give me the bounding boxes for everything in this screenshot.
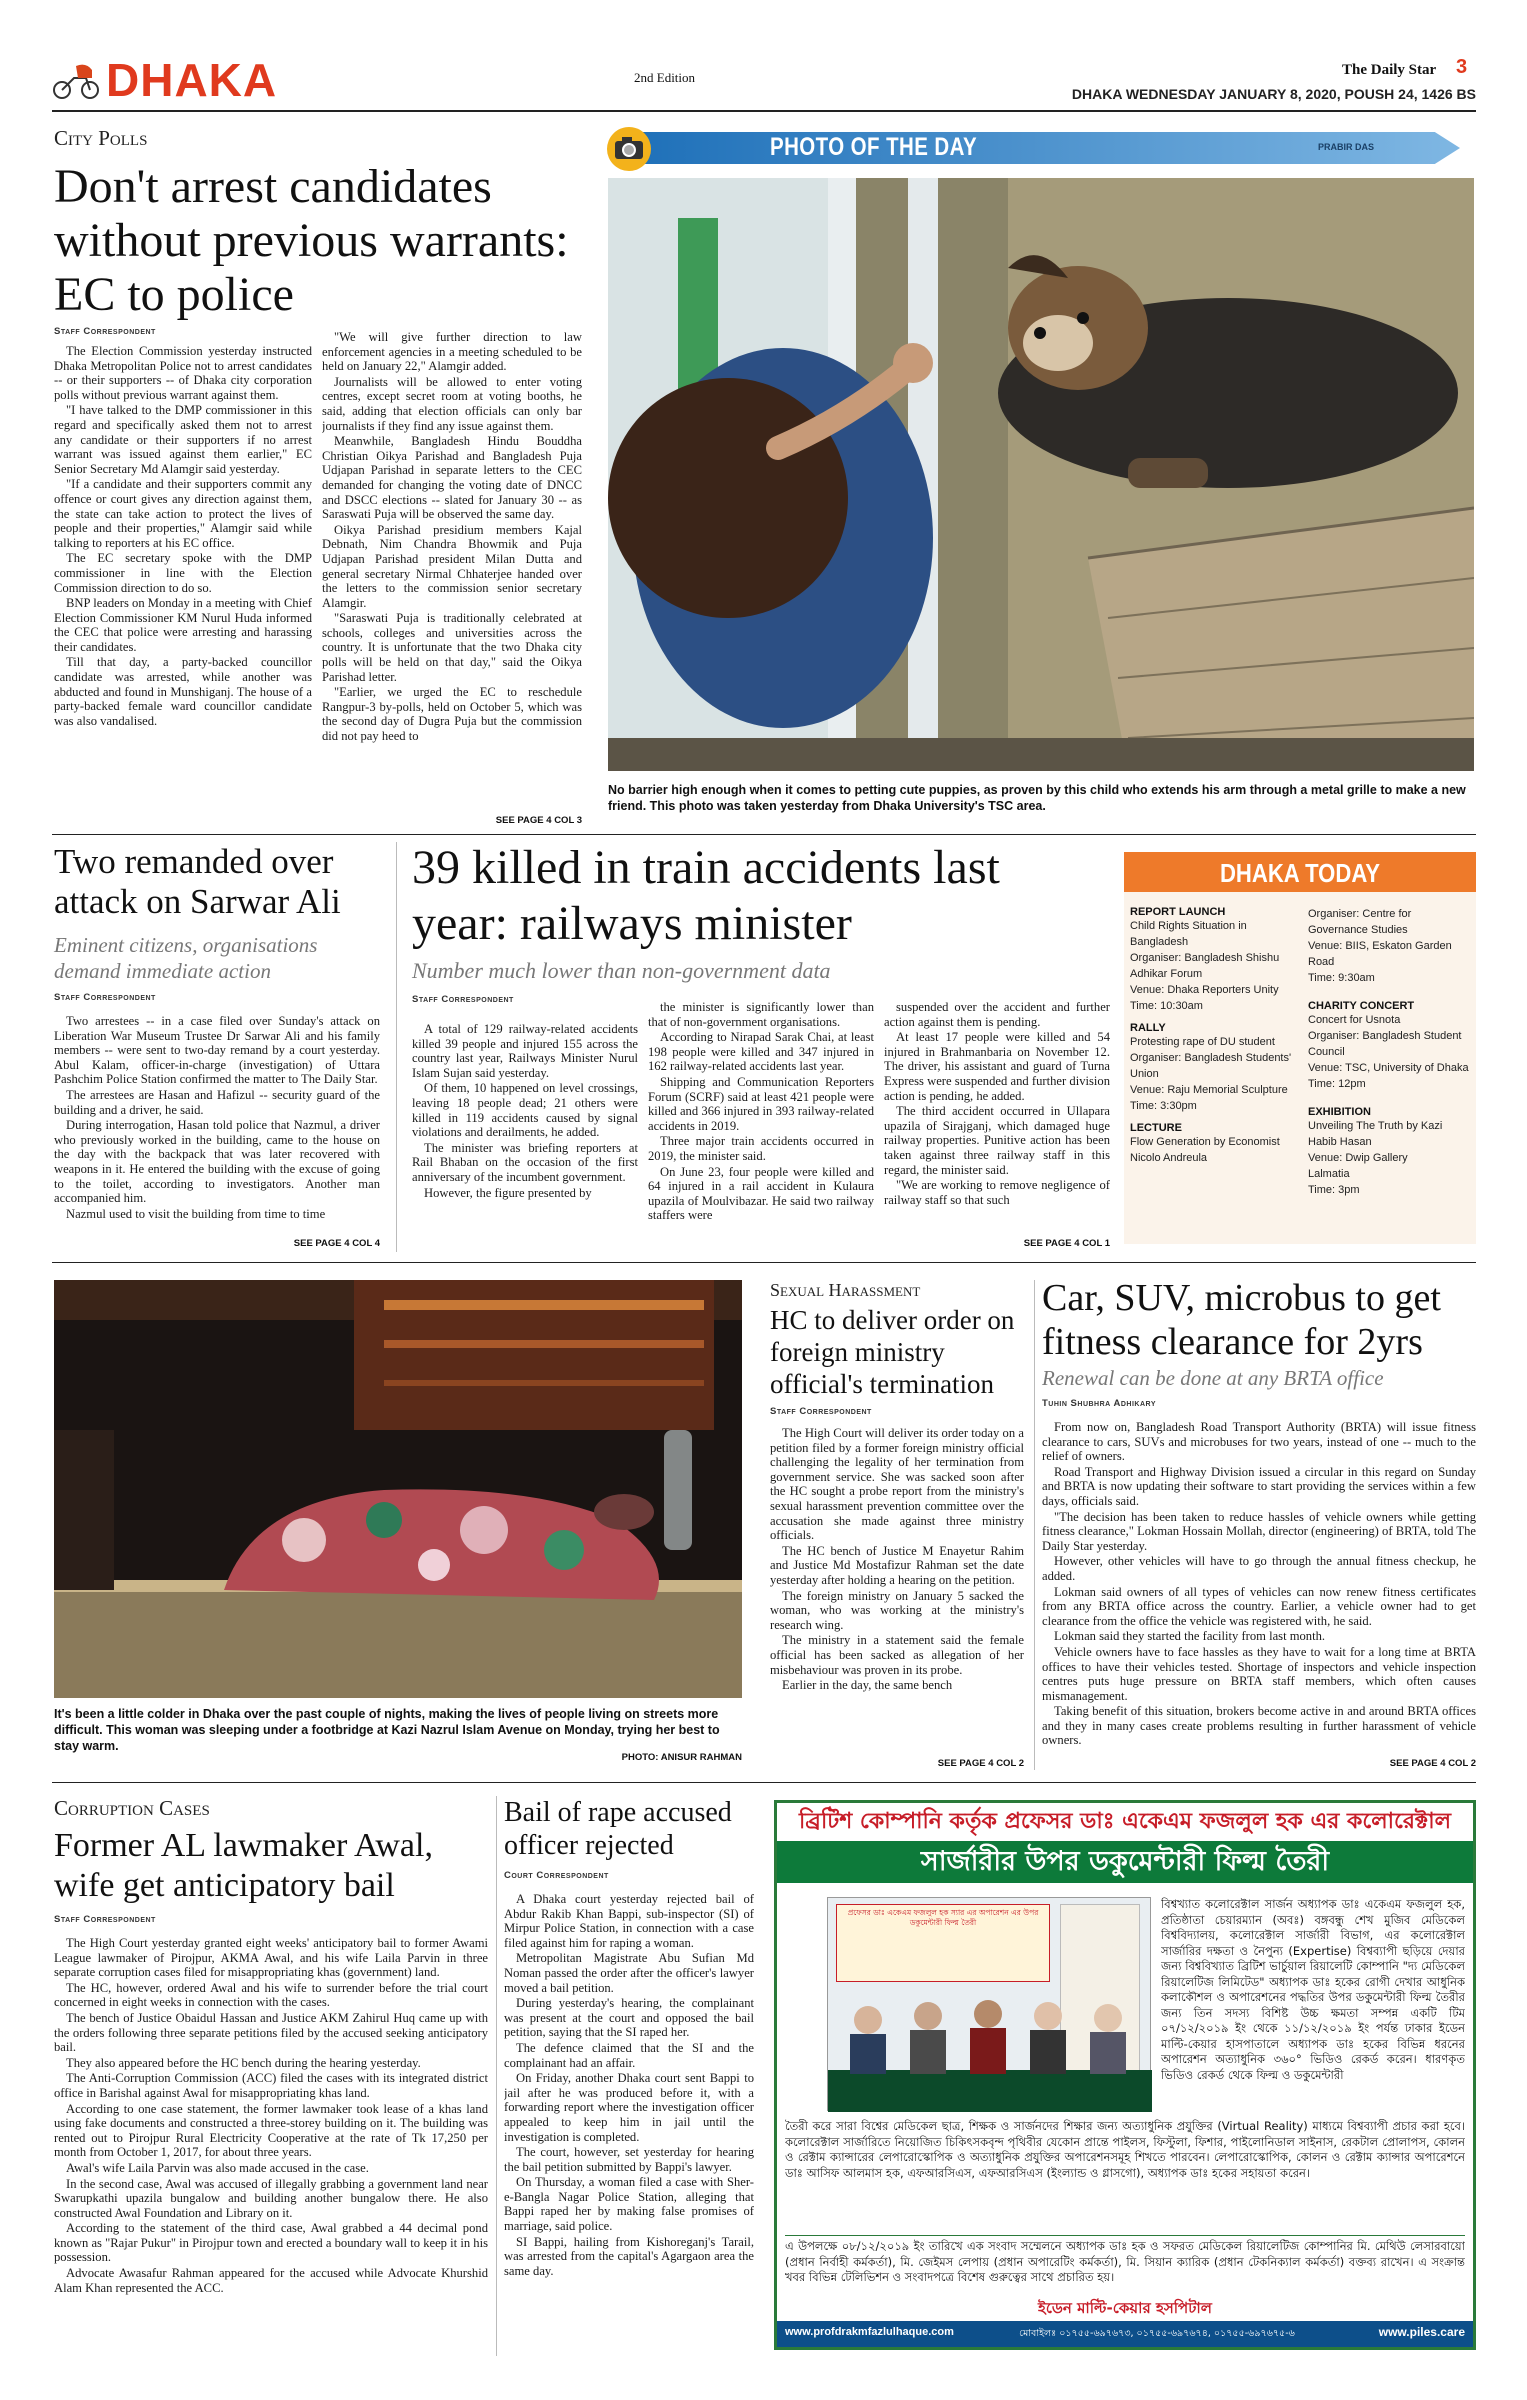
paragraph: the minister is significantly lower than that of non-government organisations. bbox=[648, 1000, 874, 1029]
paragraph: Taking benefit of this situation, brokers become active in and around BRTA offices and they in many cases create problems resulting in further harassment of vehicle owners. bbox=[1042, 1704, 1476, 1748]
photo-child-puppy bbox=[608, 178, 1474, 771]
paragraph: However, other vehicles will have to go through the annual fitness checkup, he added. bbox=[1042, 1554, 1476, 1583]
ad-body-3: এ উপলক্ষে ০৮/১২/২০১৯ ইং তারিখে এক সংবাদ সম্মেলনে অধ্যাপক ডাঃ হক ও সফরত মেডিকেল রিয়ালেটিজ কোম্পানির মি. মেথিউ লেসারবায়ো (প্রধান নির্বাহী কর্মকর্তা), মি. জেইমস লেপায় (প্রধান অপারেটিং কর্মকর্তা), মি. সিয়ান ক্যারিক (প্রধান টেকনিক্যাল কর্মকর্তা) বক্তব্য রাখেন। এ সংক্রান্ত খবর বিভিন্ন টেলিভিশন ও সংবাদপত্রে বিশেষ গুরুত্বের সাথে প্রচারিত হয়। bbox=[785, 2239, 1465, 2284]
dhaka-today-title: DHAKA TODAY bbox=[1219, 858, 1381, 888]
paragraph: A total of 129 railway-related accidents killed 39 people and injured 155 across the country last year, Railways Minister Nurul Islam Sujan said yesterday. bbox=[412, 1022, 638, 1080]
event-line: Time: 10:30am bbox=[1130, 1000, 1203, 1012]
story-bappi-headline: Bail of rape accused officer rejected bbox=[504, 1797, 732, 1861]
paragraph: A Dhaka court yesterday rejected bail of Abdur Rakib Khan Bappi, sub-inspector (SI) of Mirpur Police Station, in connection with a case filed against him for raping a woman. bbox=[504, 1892, 754, 1950]
ad-body-1: বিশ্বখ্যাত কলোরেক্টাল সার্জন অধ্যাপক ডাঃ একেএম ফজলুল হক, প্রতিষ্ঠাতা চেয়ারম্যান (অবঃ) বঙ্গবন্ধু শেখ মুজিব মেডিকেল বিশ্ববিদ্যালয়, কলোরেক্টাল সার্জারী বিভাগ, এর কলোরেক্টাল সার্জারির দক্ষতা ও নৈপুন্য (Expertise) বিশ্বব্যাপী ছড়িয়ে দেয়ার জন্য বিশ্ববিখ্যাত ব্রিটিশ ভার্চুয়াল রিয়ালেটি কোম্পানি "দ্য মেডিকেল রিয়ালেটিজ লিমিটেড" অধ্যাপক ডাঃ হকের রোগী দেখার আধুনিক কলাকৌশল ও অপারেশনের পদ্ধতির উপর ডকুমেন্টারী ফিল্ম তৈরীর জন্য তিন সদস্য বিশিষ্ট উচ্চ ক্ষমতা সম্পন্ন একটি টিম ০৭/১২/২০১৯ ইং থেকে ১১/১২/২০১৯ ইং পর্যন্ত ঢাকার ইডেন মাল্টি-কেয়ার হাসপাতালে অধ্যাপক ডাঃ হকের বিভিন্ন ধরনের অপারেশন অত্যাধুনিক ৩৬০° ভিডিও রেকর্ড করেন। ধারণকৃত ভিডিও রেকর্ড থেকে ফিল্ম ও ডকুমেন্টারী bbox=[1161, 1897, 1465, 2082]
dhaka-today-right bbox=[1308, 898, 1472, 1198]
paragraph: The court, however, set yesterday for hearing the bail petition submitted by Bappi's lawyer. bbox=[504, 2145, 754, 2174]
paragraph: SI Bappi, hailing from Kishoreganj's Tarail, was arrested from the capital's Agargaon area the same day. bbox=[504, 2234, 754, 2278]
photo-cold-caption: It's been a little colder in Dhaka over the past couple of nights, making the lives of people living on streets more difficult. This woman was sleeping under a footbridge at Kazi Nazrul Islam Avenue on Monday, trying her best to stay warm. bbox=[54, 1707, 720, 1753]
edition-label: 2nd Edition bbox=[634, 70, 696, 85]
event-line: Venue: Raju Memorial Sculpture bbox=[1130, 1084, 1288, 1096]
section-rule bbox=[52, 834, 1476, 835]
paragraph: Till that day, a party-backed councillor candidate was arrested, while another was abducted and found in Munshiganj. The house of a party-backed female ward councillor candidate was also vandalised. bbox=[54, 655, 312, 728]
story-hc-jump[interactable]: SEE PAGE 4 COL 2 bbox=[937, 1758, 1024, 1769]
rickshaw-icon bbox=[52, 60, 100, 100]
paragraph: The defence claimed that the SI and the complainant had an affair. bbox=[504, 2040, 754, 2070]
paragraph: In the second case, Awal was accused of illegally grabbing a government land near Swarupkathi upazila bungalow and building another bungalow there. He also constructed Awal Foundation and Library on it. bbox=[54, 2176, 488, 2220]
ad-website-left[interactable]: www.profdrakmfazlulhaque.com bbox=[785, 2326, 954, 2338]
event-line: Unveiling The Truth by Kazi Habib Hasan bbox=[1308, 1120, 1443, 1148]
paragraph: "The decision has been taken to reduce hassles of vehicle owners while getting fitness clearance," Lokman Hossain Mollah, director (engineering) of BRTA, told The Daily Star yesterday. bbox=[1042, 1509, 1476, 1553]
dateline: DHAKA WEDNESDAY JANUARY 8, 2020, POUSH 24, 1426 BS bbox=[1071, 86, 1476, 102]
paragraph: The EC secretary spoke with the DMP commissioner in line with the Election Commission direction to do so. bbox=[54, 551, 312, 595]
ad-press-photo bbox=[827, 1897, 1151, 2111]
paragraph: The High Court yesterday granted eight weeks' anticipatory bail to former Awami League lawmaker of Pirojpur, AKMA Awal, and his wife Laila Parvin in three separate corruption cases filed for misappropriating khas (government) land. bbox=[54, 1936, 488, 1980]
paragraph: Nazmul used to visit the building from time to time bbox=[66, 1206, 326, 1221]
story-ec-jump[interactable]: SEE PAGE 4 COL 3 bbox=[495, 815, 582, 826]
paragraph: Of them, 10 happened on level crossings, leaving 18 people dead; 21 others were killed in 119 accidents caused by signal violations and derailments, he added. bbox=[412, 1081, 638, 1140]
section-rule bbox=[52, 1262, 1476, 1263]
event-line: Organiser: Centre for Governance Studies bbox=[1308, 908, 1412, 936]
paragraph: They also appeared before the HC bench during the hearing yesterday. bbox=[66, 2055, 421, 2070]
paragraph: The foreign ministry on January 5 sacked the woman, who was working at the ministry's research wing. bbox=[770, 1588, 1024, 1632]
paragraph: The HC bench of Justice M Enayetur Rahim and Justice Md Mostafizur Rahman set the date yesterday after holding a hearing on the petition. bbox=[770, 1543, 1024, 1587]
story-sarwar-body bbox=[54, 1014, 380, 1236]
story-brta-byline: Tuhin Shubhra Adhikary bbox=[1042, 1398, 1156, 1409]
paragraph: Earlier in the day, the same bench bbox=[782, 1678, 953, 1693]
paper-name: The Daily Star bbox=[1342, 62, 1437, 78]
paragraph: On Thursday, a woman filed a case with Sher-e-Bangla Nagar Police Station, alleging that Bappi raped her by making false promises of marriage, said police. bbox=[504, 2175, 754, 2234]
event-line: Time: 3pm bbox=[1308, 1184, 1360, 1196]
event-line: Venue: Dhaka Reporters Unity bbox=[1130, 984, 1279, 996]
paragraph: The HC, however, ordered Awal and his wife to surrender before the trial court concerned in eight weeks in connection with the cases. bbox=[54, 1980, 488, 2010]
column-rule bbox=[1034, 1280, 1035, 1770]
paragraph: "We are working to remove negligence of railway staff so that such bbox=[884, 1178, 1110, 1207]
paragraph: BNP leaders on Monday in a meeting with Chief Election Commissioner KM Nurul Huda informed the CEC that police were arresting and harassing their candidates. bbox=[54, 596, 312, 654]
event-heading: RALLY bbox=[1130, 1022, 1166, 1034]
story-train-sub: Number much lower than non-government data bbox=[412, 958, 831, 983]
section-title: DHAKA bbox=[106, 54, 278, 106]
story-sarwar-byline: Staff Correspondent bbox=[54, 992, 156, 1003]
event-line: Venue: Dwip Gallery bbox=[1308, 1152, 1408, 1164]
paragraph: The High Court will deliver its order today on a petition filed by a former foreign ministry official challenging the legality of her termination from government service. She was sacked soon after the HC sought a probe report from the ministry's sexual harassment prevention committee over the accusation she made against three ministry officials. bbox=[770, 1426, 1024, 1543]
paragraph: According to Nirapad Sarak Chai, at least 198 people were killed and 347 injured in 162 railway-related accidents last year. bbox=[648, 1030, 874, 1074]
story-brta-jump[interactable]: SEE PAGE 4 COL 2 bbox=[1389, 1758, 1476, 1769]
event-line: Time: 3:30pm bbox=[1130, 1100, 1197, 1112]
story-awal-kicker: Corruption Cases bbox=[54, 1796, 210, 1820]
story-ec-col2 bbox=[322, 330, 582, 816]
event-heading: REPORT LAUNCH bbox=[1130, 906, 1226, 918]
paragraph: Awal's wife Laila Parvin was also made accused in the case. bbox=[66, 2160, 369, 2175]
paragraph: During yesterday's hearing, the complainant was present at the court and opposed the bail petition, saying that the SI raped her. bbox=[504, 1996, 754, 2040]
paragraph: "Saraswati Puja is traditionally celebrated at schools, colleges and universities across the country. It is unfortunate that the two Dhaka city polls will be held on that day," said the Oikya Parishad letter. bbox=[322, 611, 582, 684]
paragraph: The Anti-Corruption Commission (ACC) filed the cases with its integrated district office in Barishal against Awal for misappropriating khas land. bbox=[54, 2071, 488, 2100]
paragraph: Oikya Parishad presidium members Kajal Debnath, Nim Chandra Bhowmik and Puja Udjapan Parishad president Milan Dutta and general secretary Nirmal Chhaterjee handed over the letters to the commission senior secretary Alamgir. bbox=[322, 522, 582, 610]
event-line: Lalmatia bbox=[1308, 1168, 1350, 1180]
story-bappi-body bbox=[504, 1892, 754, 2354]
story-awal-body bbox=[54, 1936, 488, 2354]
story-ec-byline: Staff Correspondent bbox=[54, 326, 156, 337]
masthead bbox=[52, 56, 1476, 108]
paragraph: Advocate Awasafur Rahman appeared for the accused while Advocate Khurshid Alam Khan represented the ACC. bbox=[54, 2266, 488, 2295]
paragraph: On Friday, another Dhaka court sent Bappi to jail after he was produced before it, with a forwarding report where the investigation officer appealed to keep him in jail until the investigation is completed. bbox=[504, 2071, 754, 2144]
dhaka-today-box bbox=[1124, 852, 1476, 1244]
paragraph: According to the statement of the third case, Awal grabbed a 44 decimal pond known as "Rajar Pukur" in Pirojpur town and erected a boundary wall to keep it in his possession. bbox=[54, 2221, 488, 2265]
story-ec-col1 bbox=[54, 344, 312, 824]
story-train-col1 bbox=[412, 1022, 638, 1252]
paragraph: The Election Commission yesterday instructed Dhaka Metropolitan Police not to arrest candidates -- or their supporters -- of Dhaka city corporation polls without previous warrant against them. bbox=[54, 344, 312, 402]
event-heading: LECTURE bbox=[1130, 1122, 1182, 1134]
event-line: Child Rights Situation in Bangladesh bbox=[1130, 920, 1247, 948]
paragraph: Meanwhile, Bangladesh Hindu Bouddha Christian Oikya Parishad and Bangladesh Puja Udjapan Parishad in separate letters to the CEC demanded for changing the voting date of DNCC and DSCC elections -- slated for January 30 -- as Saraswati Puja will be observed the same day. bbox=[322, 434, 582, 522]
story-hc-byline: Staff Correspondent bbox=[770, 1406, 872, 1417]
ad-body-2: তৈরী করে সারা বিশ্বের মেডিকেল ছাত্র, শিক্ষক ও সার্জনদের শিক্ষার জন্য অত্যাধুনিক প্রযুক্তির (Virtual Reality) মাধ্যমে বিশ্বব্যাপী প্রচার করা হবে। কলোরেক্টাল সার্জারিতে নিয়োজিত চিকিৎসকবৃন্দ পৃথিবীর যেকোন প্রান্তে পাইলস, ফিস্টুলা, ফিশার, পাইলোনিডাল সাইনাস, রেকটাল প্রোলাপস, কোলন ও রেক্টাম ক্যান্সারের লেপারোস্কোপিক ও অত্যাধুনিক প্রযুক্তির অপারেশনসমূহ শিখতে পারবেন। লেপারোস্কোপিক, কোলন ও রেক্টাম ক্যান্সার অপারেশনে ডাঃ আসিফ আলমাস হক, এফআরসিএস, এফআরসিএস (ইংল্যান্ড ও গ্লাসগো), অধ্যাপক ডাঃ হকের সহায়তা করেন। bbox=[785, 2119, 1465, 2180]
event-line: Time: 9:30am bbox=[1308, 972, 1375, 984]
paragraph: Road Transport and Highway Division issued a circular in this regard on Sunday and BRTA is now updating their software to start providing the services within a few days, officials said. bbox=[1042, 1464, 1476, 1508]
ad-phone: মোবাইলঃ ০১৭৫৫-৬৯৭৬৭৩, ০১৭৫৫-৬৯৭৬৭৪, ০১৭৫৫-৬৯৭৬৭৫-৬ bbox=[1019, 2328, 1295, 2339]
paragraph: "We will give further direction to law enforcement agencies in a meeting scheduled to be held on January 22," Alamgir added. bbox=[322, 330, 582, 374]
column-rule bbox=[396, 842, 397, 1252]
event-line: Concert for Usnota bbox=[1308, 1014, 1401, 1026]
event-line: Venue: BIIS, Eskaton Garden Road bbox=[1308, 940, 1452, 968]
event-heading: CHARITY CONCERT bbox=[1308, 1000, 1415, 1012]
paragraph: The arrestees are Hasan and Hafizul -- security guard of the building and a driver, he said. bbox=[54, 1087, 380, 1117]
paragraph: According to one case statement, the former lawmaker took lease of a khas land using fake documents and constructed a three-storey building on it. The building was rented out to Pirojpur Rural Electricity Cooperative at the rate of Tk 17,250 per month from October 1, 2017, for about three years. bbox=[54, 2101, 488, 2160]
ad-headline-1: ব্রিটিশ কোম্পানি কর্তৃক প্রফেসর ডাঃ একেএম ফজলুল হক এর কলোরেক্টাল bbox=[799, 1809, 1451, 1834]
paragraph: suspended over the accident and further action against them is pending. bbox=[884, 1000, 1110, 1029]
ad-website-right[interactable]: www.piles.care bbox=[1378, 2325, 1465, 2339]
paragraph: From now on, Bangladesh Road Transport Authority (BRTA) will issue fitness clearance to cars, SUVs and microbuses for two years, instead of one -- much to the relief of owners. bbox=[1042, 1420, 1476, 1464]
camera-icon bbox=[598, 126, 660, 172]
paragraph: However, the figure presented by bbox=[424, 1185, 592, 1200]
event-line: Organiser: Bangladesh Student Council bbox=[1308, 1030, 1462, 1058]
story-brta-body bbox=[1042, 1420, 1476, 1756]
photo-credit: PRABIR DAS bbox=[1318, 142, 1375, 152]
story-sarwar-headline: Two remanded over attack on Sarwar Ali bbox=[54, 842, 341, 921]
paragraph: "Earlier, we urged the EC to reschedule Rangpur-3 by-polls, held on October 5, which was the second day of Dugra Puja but the commission did not pay heed to bbox=[322, 685, 582, 744]
story-ec-kicker: City Polls bbox=[54, 126, 148, 150]
ad-banner-text: প্রফেসর ডাঃ একেএম ফজলুল হক স্যার এর অপারেশন এর উপর ডকুমেন্টারী ফিল্ম তৈরী bbox=[847, 1908, 1039, 1927]
story-train-byline: Staff Correspondent bbox=[412, 994, 514, 1005]
paragraph: The minister was briefing reporters at Rail Bhaban on the occasion of the first anniversary of the incumbent government. bbox=[412, 1140, 638, 1184]
paragraph: During interrogation, Hasan told police that Nazmul, a driver who previously worked in the building, came to the house on the day with the backpack that was later recovered with weapons in it. He entered the building with the excuse of going to the toilet, according to investigators. Another man accompanied him. bbox=[54, 1118, 380, 1206]
ad-headline-2: সার্জারীর উপর ডকুমেন্টারী ফিল্ম তৈরী bbox=[920, 1846, 1330, 1877]
story-train-headline: 39 killed in train accidents last year: railways minister bbox=[412, 841, 1000, 950]
paragraph: On June 23, four people were killed and 64 injured in a rail accident in Kulaura upazila of Moulvibazar. He said two railway staffers were bbox=[648, 1164, 874, 1223]
story-sarwar-sub: Eminent citizens, organisations demand immediate action bbox=[54, 933, 318, 983]
paragraph: Shipping and Communication Reporters Forum (SCRF) said at least 421 people were killed and 366 injured in 393 railway-related accidents in 2019. bbox=[648, 1074, 874, 1133]
story-hc-headline: HC to deliver order on foreign ministry official's termination bbox=[770, 1305, 1015, 1399]
story-ec-headline: Don't arrest candidates without previous warrants: EC to police bbox=[54, 160, 569, 321]
paragraph: The third accident occurred in Ullapara upazila of Sirajganj, which damaged huge railway properties. Punitive action has been taken against three railway staff in this regard, the minister said. bbox=[884, 1104, 1110, 1177]
event-line: Venue: TSC, University of Dhaka bbox=[1308, 1062, 1469, 1074]
paragraph: Metropolitan Magistrate Abu Sufian Md Noman passed the order after the officer's lawyer moved a bail petition. bbox=[504, 1951, 754, 1995]
banner-title: PHOTO OF THE DAY bbox=[770, 133, 978, 161]
photo-of-day-caption: No barrier high enough when it comes to petting cute puppies, as proven by this child who extends his arm through a metal grille to make a new friend. This photo was taken yesterday from Dhaka University's TSC area. bbox=[608, 783, 1466, 813]
ad-panel-people bbox=[828, 1990, 1152, 2112]
paragraph: Three major train accidents occurred in 2019, the minister said. bbox=[648, 1134, 874, 1163]
story-train-col2 bbox=[648, 1000, 874, 1252]
paragraph: Vehicle owners have to face hassles as they have to wait for a long time at BRTA offices to have their vehicles tested. Shortage of inspectors and vehicle inspection centres puts huge pressure on BRTA staff members, which often causes mismanagement. bbox=[1042, 1644, 1476, 1703]
paragraph: Two arrestees -- in a case filed over Sunday's attack on Liberation War Museum Trustee Dr Sarwar Ali and his family members -- were sent to two-day remand by a court yesterday. Abul Kalam, officer-in-charge (investigation) of Uttara Pashchim Police Station confirmed the matter to The Daily Star. bbox=[54, 1014, 380, 1087]
event-line: Time: 12pm bbox=[1308, 1078, 1366, 1090]
event-line: Organiser: Bangladesh Students' Union bbox=[1130, 1052, 1292, 1080]
paragraph: The ministry in a statement said the female official has been sacked as allegation of her misbehaviour was proven in its probe. bbox=[770, 1633, 1024, 1677]
paragraph: Lokman said they started the facility from last month. bbox=[1054, 1629, 1326, 1644]
paragraph: "If a candidate and their supporters commit any offence or court gives any direction against them, the state can take action to protect the lives of people and their properties," Alamgir said while talking to reporters at his EC office. bbox=[54, 477, 312, 550]
paragraph: The bench of Justice Obaidul Hassan and Justice AKM Zahirul Huq came up with the orders following three separate petitions filed by the accused seeking anticipatory bail. bbox=[54, 2010, 488, 2055]
story-hc-kicker: Sexual Harassment bbox=[770, 1280, 921, 1300]
story-train-jump[interactable]: SEE PAGE 4 COL 1 bbox=[1023, 1238, 1110, 1249]
dhaka-today-left bbox=[1130, 898, 1302, 1166]
story-awal-byline: Staff Correspondent bbox=[54, 1914, 156, 1925]
column-rule bbox=[496, 1796, 497, 2356]
photo-cold-credit: PHOTO: ANISUR RAHMAN bbox=[621, 1752, 742, 1763]
advertisement bbox=[774, 1800, 1476, 2350]
paragraph: At least 17 people were killed and 54 injured in Brahmanbaria on November 12. The driver, his assistant and guard of Turna Express were suspended and further division action is pending, he added. bbox=[884, 1030, 1110, 1103]
story-sarwar-jump[interactable]: SEE PAGE 4 COL 4 bbox=[293, 1238, 380, 1249]
section-rule bbox=[52, 1782, 1476, 1783]
ad-hospital: ইডেন মাল্টি-কেয়ার হসপিটাল bbox=[1038, 2299, 1212, 2317]
story-brta-headline: Car, SUV, microbus to get fitness clearance for 2yrs bbox=[1042, 1277, 1441, 1363]
story-bappi-byline: Court Correspondent bbox=[504, 1870, 609, 1881]
story-brta-sub: Renewal can be done at any BRTA office bbox=[1042, 1366, 1384, 1390]
story-train-col3 bbox=[884, 1000, 1110, 1234]
story-awal-headline: Former AL lawmaker Awal, wife get anticipatory bail bbox=[54, 1827, 433, 1904]
paragraph: Lokman said owners of all types of vehicles can now renew fitness certificates from any BRTA office across the country. Earlier, a vehicle owner had to get clearance from the office the vehicle was registered with, he said. bbox=[1042, 1584, 1476, 1628]
story-hc-body bbox=[770, 1426, 1024, 1756]
masthead-rule bbox=[52, 110, 1476, 112]
event-line: Protesting rape of DU student bbox=[1130, 1036, 1275, 1048]
paragraph: "I have talked to the DMP commissioner in this regard and specifically asked them not to arrest any candidate or their supporters if no arrest warrant was issued against them earlier," EC Senior Secretary Md Alamgir said yesterday. bbox=[54, 403, 312, 476]
photo-of-day-banner bbox=[598, 126, 1476, 172]
event-heading: EXHIBITION bbox=[1308, 1106, 1371, 1118]
paragraph: Journalists will be allowed to enter voting centres, except secret room at voting booths, he said, adding that election officials can only bar journalists if they find any issue against them. bbox=[322, 374, 582, 433]
event-line: Organiser: Bangladesh Shishu Adhikar Forum bbox=[1130, 952, 1280, 980]
photo-sleeping-woman bbox=[54, 1280, 742, 1698]
event-line: Flow Generation by Economist Nicolo Andreula bbox=[1130, 1136, 1280, 1164]
page-number: 3 bbox=[1456, 56, 1468, 78]
